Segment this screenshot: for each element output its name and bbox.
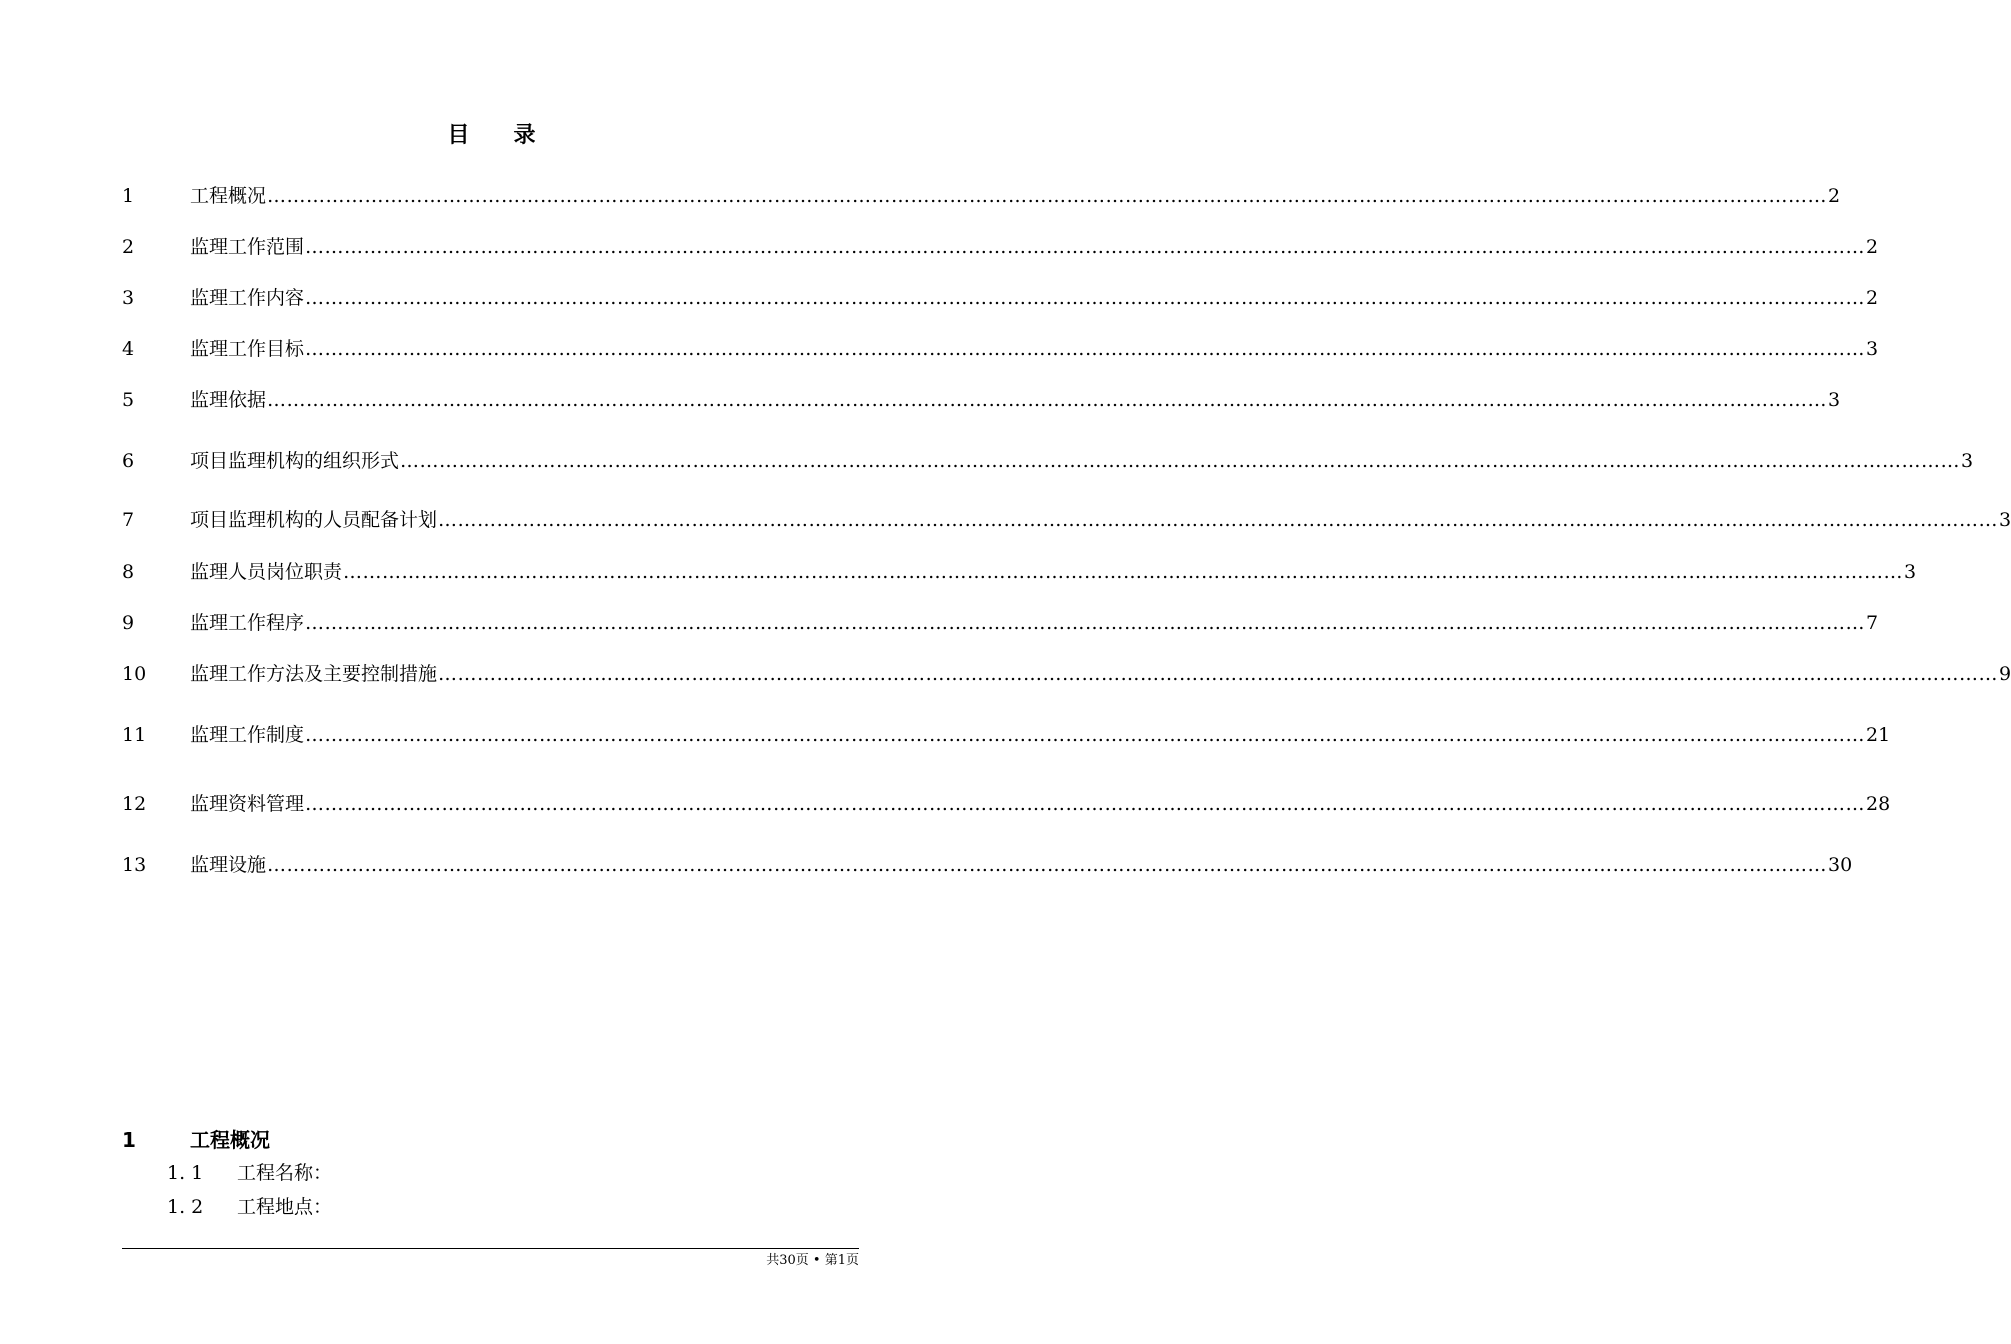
sub-item-number: 1. 1 [167,1162,204,1184]
toc-entry-page: 3 [1961,450,1974,472]
toc-entry-title: 监理依据 [190,389,267,411]
toc-entry-number: 6 [122,450,135,472]
toc-entry[interactable] [122,789,1891,819]
sub-item-text: 工程地点： [237,1196,333,1218]
sub-item-number: 1. 2 [167,1196,204,1218]
footer-divider [122,1248,859,1249]
toc-entry-page: 2 [1828,185,1841,207]
toc-entry[interactable] [122,283,1879,313]
toc-entry[interactable] [122,850,1853,880]
toc-entry-title: 监理工作程序 [190,612,305,634]
toc-entry-page: 2 [1866,287,1879,309]
section-title: 工程概况 [190,1128,270,1152]
toc-leader-dots: …………………………………………………………………………………………………………………………………………………………………………………………………………………… [267,389,1828,411]
toc-entry[interactable] [122,608,1879,638]
sub-item-text: 工程名称： [237,1162,333,1184]
toc-entry[interactable] [122,385,1841,415]
toc-entry-number: 11 [122,724,147,746]
toc-title-right: 录 [513,123,536,148]
toc-entry-title: 项目监理机构的组织形式 [190,450,400,472]
toc-entry-page: 30 [1828,854,1853,876]
toc-entry-page: 21 [1866,724,1891,746]
toc-entry-title: 工程概况 [190,185,267,207]
footer-page-info: 共30页 • 第1页 [766,1253,859,1268]
toc-leader-dots: …………………………………………………………………………………………………………………………………………………………………………………………………………………… [267,185,1828,207]
section-heading [122,1125,270,1155]
toc-entry-number: 4 [122,338,135,360]
toc-entry-number: 10 [122,663,147,685]
toc-entry-title: 监理工作范围 [190,236,305,258]
toc-entry[interactable] [122,334,1879,364]
toc-leader-dots: …………………………………………………………………………………………………………………………………………………………………………………………………………………… [400,450,1961,472]
toc-entry-title: 监理工作方法及主要控制措施 [190,663,438,685]
toc-leader-dots: …………………………………………………………………………………………………………………………………………………………………………………………………………………… [305,724,1866,746]
toc-entry-number: 3 [122,287,135,309]
toc-entry-page: 9 [1999,663,2011,685]
toc-entry-number: 13 [122,854,147,876]
toc-entry[interactable] [122,659,2011,689]
toc-entry-page: 7 [1866,612,1879,634]
toc-entry-title: 监理人员岗位职责 [190,561,343,583]
toc-title [0,118,983,149]
toc-leader-dots: …………………………………………………………………………………………………………………………………………………………………………………………………………………… [305,236,1866,258]
toc-entry-title: 监理工作制度 [190,724,305,746]
sub-item [167,1158,332,1188]
toc-entry-number: 1 [122,185,135,207]
toc-leader-dots: …………………………………………………………………………………………………………………………………………………………………………………………………………………… [305,287,1866,309]
toc-leader-dots: …………………………………………………………………………………………………………………………………………………………………………………………………………………… [305,612,1866,634]
toc-entry-title: 监理工作内容 [190,287,305,309]
toc-entry[interactable] [122,232,1879,262]
toc-title-left: 目 [447,123,470,148]
toc-entry-title: 项目监理机构的人员配备计划 [190,509,438,531]
toc-entry-number: 8 [122,561,135,583]
toc-leader-dots: …………………………………………………………………………………………………………………………………………………………………………………………………………………… [438,509,1999,531]
toc-entry-page: 2 [1866,236,1879,258]
toc-entry-number: 5 [122,389,135,411]
toc-entry-title: 监理资料管理 [190,793,305,815]
toc-entry[interactable] [122,505,2011,535]
toc-entry-number: 12 [122,793,147,815]
section-number: 1 [122,1128,136,1152]
toc-entry-page: 3 [1999,509,2011,531]
toc-entry-page: 3 [1866,338,1879,360]
toc-entry-number: 9 [122,612,135,634]
toc-entry[interactable] [122,720,1891,750]
toc-leader-dots: …………………………………………………………………………………………………………………………………………………………………………………………………………………… [343,561,1904,583]
toc-leader-dots: …………………………………………………………………………………………………………………………………………………………………………………………………………………… [305,793,1866,815]
toc-entry-page: 3 [1904,561,1917,583]
toc-entry-number: 2 [122,236,135,258]
toc-entry[interactable] [122,446,1974,476]
toc-entry-page: 28 [1866,793,1891,815]
toc-leader-dots: …………………………………………………………………………………………………………………………………………………………………………………………………………………… [267,854,1828,876]
toc-entry-title: 监理工作目标 [190,338,305,360]
toc-entry-number: 7 [122,509,135,531]
toc-entry[interactable] [122,557,1917,587]
toc-entry[interactable] [122,181,1841,211]
toc-entry-title: 监理设施 [190,854,267,876]
toc-leader-dots: …………………………………………………………………………………………………………………………………………………………………………………………………………………… [438,663,1999,685]
toc-entry-page: 3 [1828,389,1841,411]
toc-leader-dots: …………………………………………………………………………………………………………………………………………………………………………………………………………………… [305,338,1866,360]
sub-item [167,1192,332,1222]
